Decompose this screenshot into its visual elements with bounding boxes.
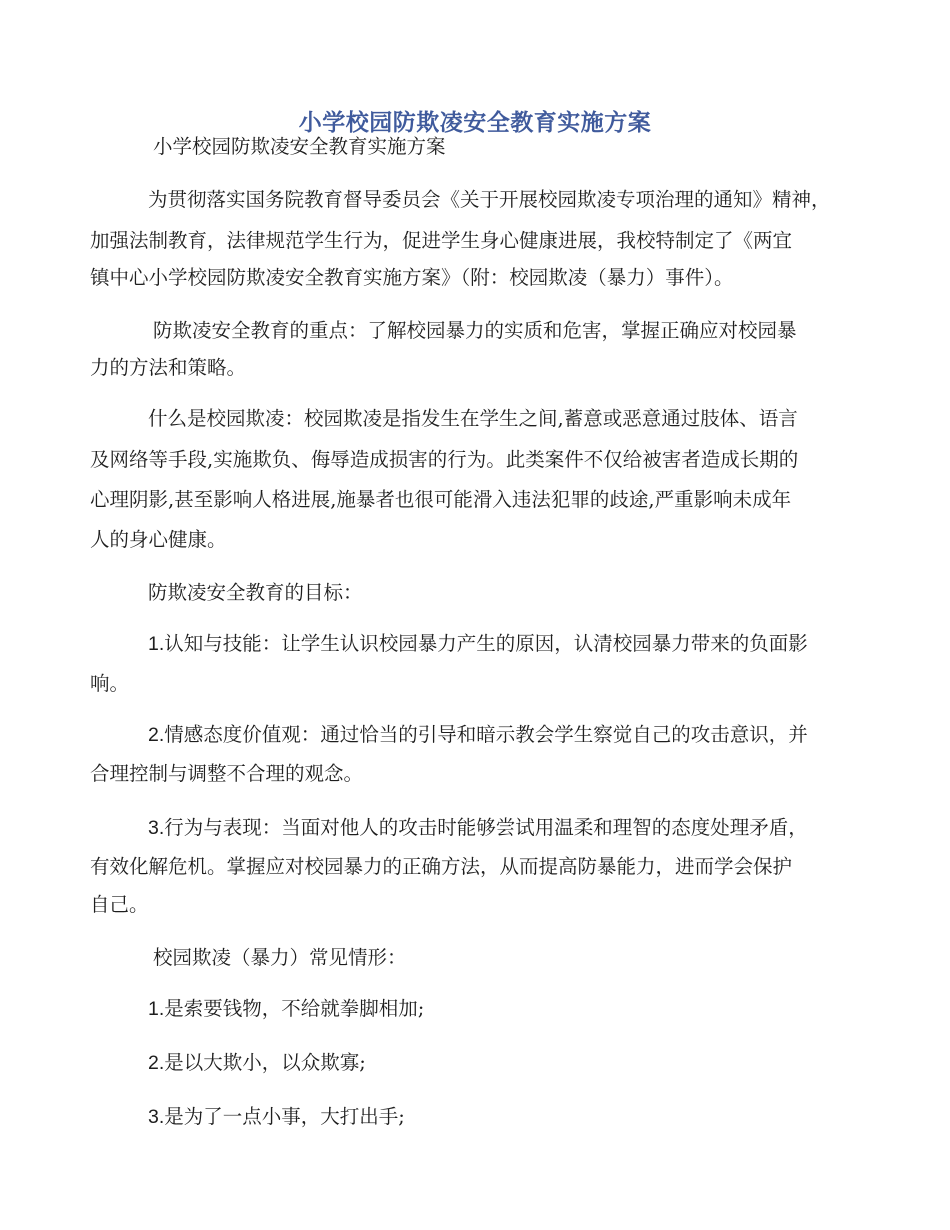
goal-3-number: 3. [148,817,165,839]
form-item-2 [148,1049,366,1077]
document-title: 小学校园防欺凌安全教育实施方案 [298,109,652,136]
paragraph-focus-line-1: 防欺凌安全教育的重点：了解校园暴力的实质和危害，掌握正确应对校园暴 [153,319,797,342]
forms-heading: 校园欺凌（暴力）常见情形： [153,946,407,969]
goal-2-line-1 [148,721,808,749]
goal-2-text: 情感态度价值观：通过恰当的引导和暗示教会学生察觉自己的攻击意识，并 [164,723,808,746]
goal-3-line-2: 有效化解危机。掌握应对校园暴力的正确方法，从而提高防暴能力，进而学会保护 [90,855,793,878]
goal-1-number: 1. [148,633,165,655]
goal-1-line-2: 响。 [90,672,130,695]
goals-heading: 防欺凌安全教育的目标： [148,581,363,604]
form-item-3 [148,1103,405,1131]
form-3-number: 3. [148,1106,165,1128]
paragraph-definition-line-2: 及网络等手段,实施欺负、侮辱造成损害的行为。此类案件不仅给被害者造成长期的 [90,448,799,471]
form-1-number: 1. [148,998,165,1020]
form-2-text: 是以大欺小，以众欺寡; [164,1051,366,1074]
form-item-1 [148,995,424,1023]
document-subtitle: 小学校园防欺凌安全教育实施方案 [153,135,446,158]
paragraph-focus-line-2: 力的方法和策略。 [90,356,247,379]
goal-2-number: 2. [148,724,165,746]
paragraph-definition-line-3: 心理阴影,甚至影响人格进展,施暴者也很可能滑入违法犯罪的歧途,严重影响未成年 [90,488,792,511]
paragraph-intro-line-1: 为贯彻落实国务院教育督导委员会《关于开展校园欺凌专项治理的通知》精神， [148,188,831,211]
goal-3-line-3: 自己。 [90,893,149,916]
paragraph-intro-line-2: 加强法制教育，法律规范学生行为，促进学生身心健康进展，我校特制定了《两宜 [90,229,793,252]
form-2-number: 2. [148,1052,165,1074]
goal-3-line-1 [148,814,808,842]
form-1-text: 是索要钱物，不给就拳脚相加; [164,997,425,1020]
goal-2-line-2: 合理控制与调整不合理的观念。 [90,762,364,785]
goal-1-line-1 [148,630,808,658]
goal-3-text: 行为与表现：当面对他人的攻击时能够尝试用温柔和理智的态度处理矛盾， [164,816,808,839]
paragraph-intro-line-3: 镇中心小学校园防欺凌安全教育实施方案》（附：校园欺凌（暴力）事件）。 [90,266,734,289]
goal-1-text: 认知与技能：让学生认识校园暴力产生的原因，认清校园暴力带来的负面影 [164,632,808,655]
form-3-text: 是为了一点小事，大打出手; [164,1105,405,1128]
paragraph-definition-line-4: 人的身心健康。 [90,528,227,551]
paragraph-definition-line-1: 什么是校园欺凌：校园欺凌是指发生在学生之间,蓄意或恶意通过肢体、语言 [148,407,798,430]
